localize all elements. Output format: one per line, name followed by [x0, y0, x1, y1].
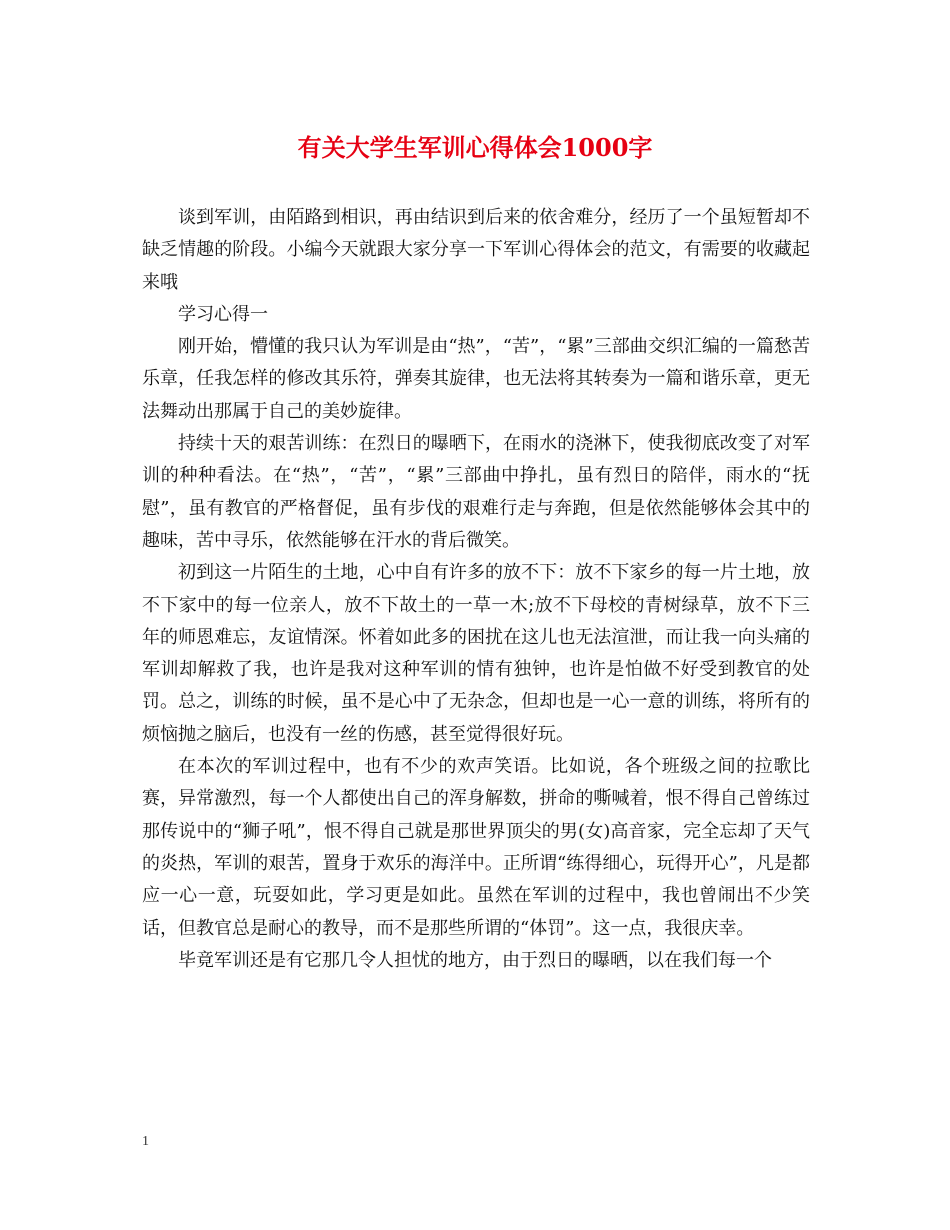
page-number: 1 [142, 1134, 149, 1149]
document-body [142, 202, 810, 977]
document-title: 有关大学生军训心得体会1000字 [297, 133, 653, 162]
section-heading: 学习心得一 [178, 303, 268, 325]
paragraph: 持续十天的艰苦训练：在烈日的曝晒下，在雨水的浇淋下，使我彻底改变了对军训的种种看法。在“热”，“苦”，“累”三部曲中挣扎，虽有烈日的陪伴，雨水的“抚慰”，虽有教官的严格督促，虽有步伐的艰难行走与奔跑，但是依然能够体会其中的趣味，苦中寻乐，依然能够在汗水的背后微笑。 [142, 433, 810, 551]
paragraph: 初到这一片陌生的土地，心中自有许多的放不下：放不下家乡的每一片土地，放不下家中的每一位亲人，放不下故土的一草一木;放不下母校的青树绿草，放不下三年的师恩难忘，友谊情深。怀着如此多的困扰在这儿也无法渲泄，而让我一向头痛的军训却解救了我，也许是我对这种军训的情有独钟，也许是怕做不好受到教官的处罚。总之，训练的时候，虽不是心中了无杂念，但却也是一心一意的训练，将所有的烦恼抛之脑后，也没有一丝的伤感，甚至觉得很好玩。 [142, 562, 810, 745]
paragraph: 在本次的军训过程中，也有不少的欢声笑语。比如说，各个班级之间的拉歌比赛，异常激烈，每一个人都使出自己的浑身解数，拼命的嘶喊着，恨不得自己曾练过那传说中的“狮子吼”，恨不得自己就是那世界顶尖的男(女)高音家，完全忘却了天气的炎热，军训的艰苦，置身于欢乐的海洋中。正所谓“练得细心，玩得开心”，凡是都应一心一意，玩耍如此，学习更是如此。虽然在军训的过程中，我也曾闹出不少笑话，但教官总是耐心的教导，而不是那些所谓的“体罚”。这一点，我很庆幸。 [142, 756, 810, 939]
paragraph-intro: 谈到军训，由陌路到相识，再由结识到后来的依舍难分，经历了一个虽短暂却不缺乏情趣的阶段。小编今天就跟大家分享一下军训心得体会的范文，有需要的收藏起来哦 [142, 207, 810, 293]
paragraph: 刚开始，懵懂的我只认为军训是由“热”，“苦”，“累”三部曲交织汇编的一篇愁苦乐章，任我怎样的修改其乐符，弹奏其旋律，也无法将其转奏为一篇和谐乐章，更无法舞动出那属于自己的美妙旋律。 [142, 336, 810, 422]
paragraph: 毕竟军训还是有它那几令人担忧的地方，由于烈日的曝晒，以在我们每一个 [178, 949, 772, 971]
